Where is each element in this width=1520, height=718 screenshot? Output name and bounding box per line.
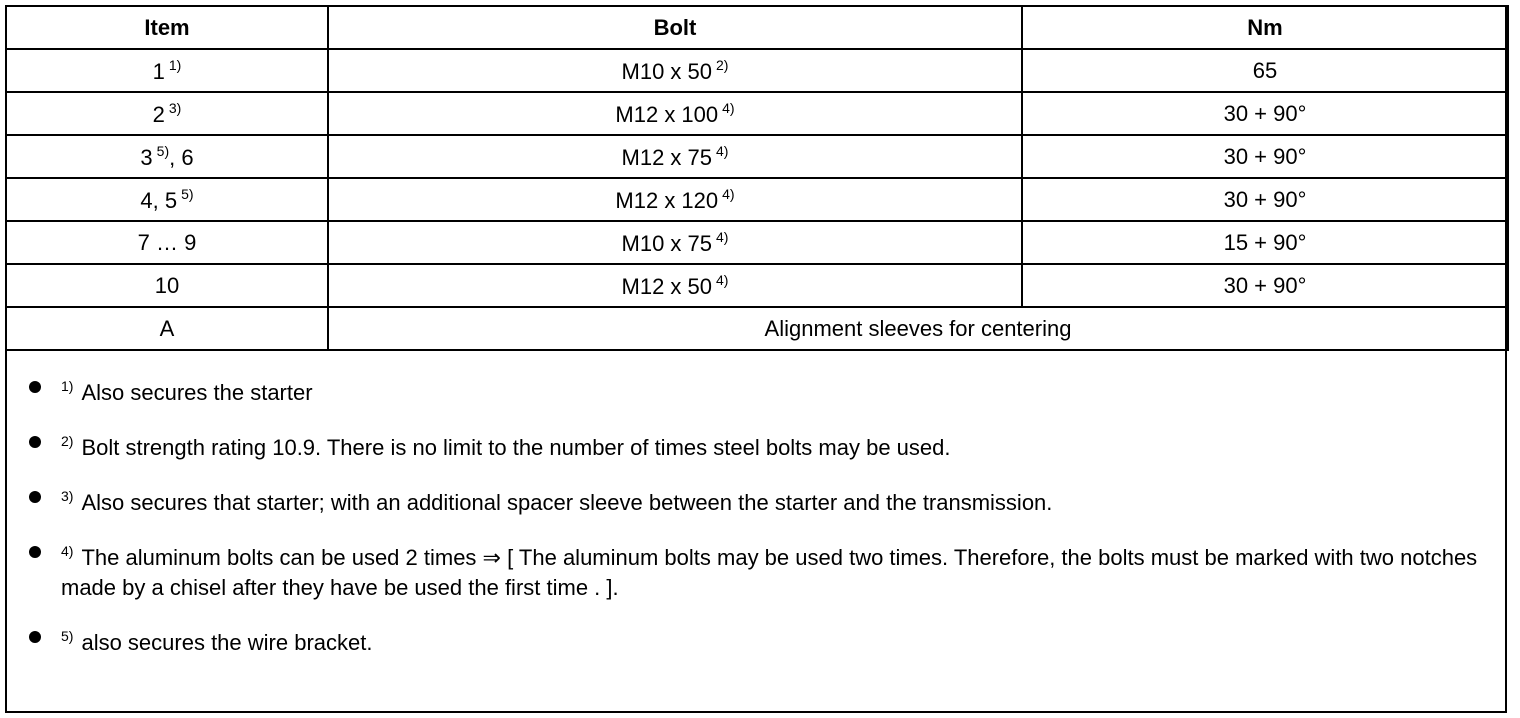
item-cell: 2 $^{3)}$	[6, 92, 328, 135]
nm-cell: 65	[1022, 49, 1508, 92]
nm-cell: 30 + 90°	[1022, 92, 1508, 135]
header-bolt: Bolt	[328, 6, 1022, 49]
item-cell: 3 $^{5)}$, 6	[6, 135, 328, 178]
item-cell: 4, 5 $^{5)}$	[6, 178, 328, 221]
bullet-icon	[29, 546, 41, 558]
bullet-icon	[29, 631, 41, 643]
nm-cell: 30 + 90°	[1022, 264, 1508, 307]
item-cell: 7 … 9	[6, 221, 328, 264]
table-row	[6, 264, 1508, 307]
table-row	[6, 49, 1508, 92]
table-row	[6, 221, 1508, 264]
table-row	[6, 92, 1508, 135]
bolt-cell: M10 x 75 $^{4)}$	[328, 221, 1022, 264]
table-row	[6, 135, 1508, 178]
bullet-icon	[29, 491, 41, 503]
header-nm: Nm	[1022, 6, 1508, 49]
nm-cell: 30 + 90°	[1022, 135, 1508, 178]
table-header-row	[6, 6, 1508, 49]
torque-spec-table	[5, 5, 1509, 351]
nm-cell: 30 + 90°	[1022, 178, 1508, 221]
item-cell: 10	[6, 264, 328, 307]
bolt-cell: M12 x 120 $^{4)}$	[328, 178, 1022, 221]
bolt-cell: M12 x 50 $^{4)}$	[328, 264, 1022, 307]
nm-cell: 15 + 90°	[1022, 221, 1508, 264]
alignment-description: Alignment sleeves for centering	[328, 307, 1508, 350]
table-row	[6, 178, 1508, 221]
bullet-icon	[29, 381, 41, 393]
bolt-cell: M10 x 50 $^{2)}$	[328, 49, 1022, 92]
bullet-icon	[29, 436, 41, 448]
item-cell: A	[6, 307, 328, 350]
item-cell: 1 $^{1)}$	[6, 49, 328, 92]
bolt-cell: M12 x 75 $^{4)}$	[328, 135, 1022, 178]
header-item: Item	[6, 6, 328, 49]
alignment-row	[6, 307, 1508, 350]
bolt-cell: M12 x 100 $^{4)}$	[328, 92, 1022, 135]
